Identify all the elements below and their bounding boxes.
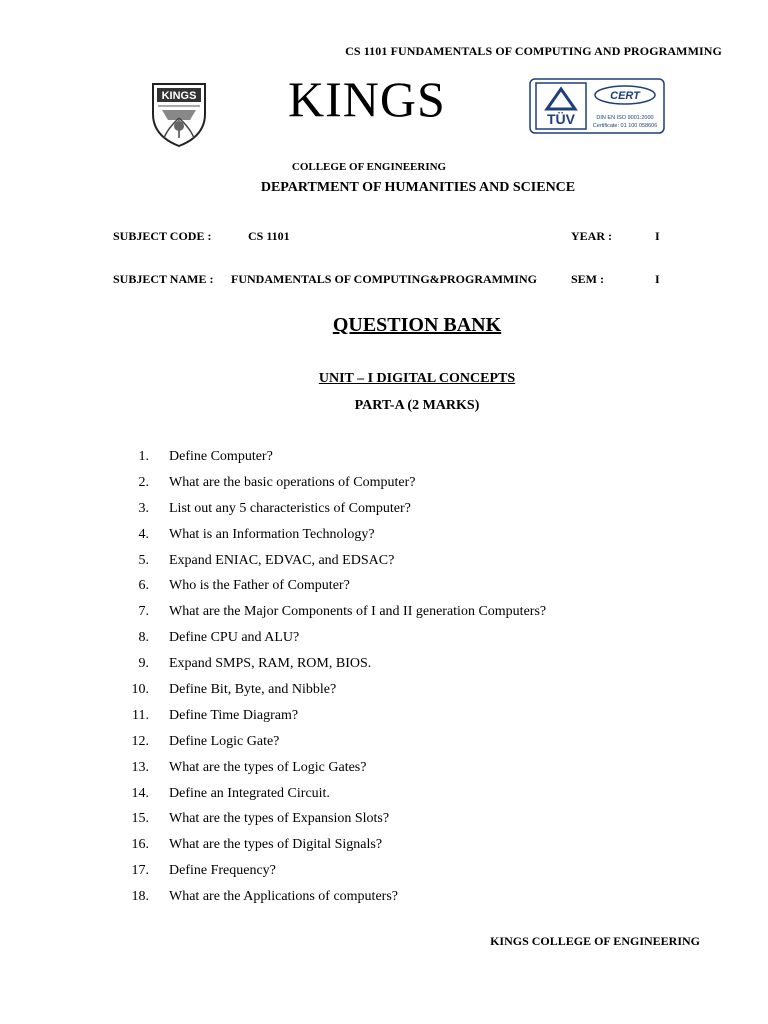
question-number: 2. xyxy=(138,474,149,490)
subject-code-label: SUBJECT CODE : xyxy=(113,229,212,243)
kings-crest-logo xyxy=(150,80,208,148)
question-number: 4. xyxy=(138,526,149,542)
question-number: 18. xyxy=(131,889,149,905)
question-text: Expand SMPS, RAM, ROM, BIOS. xyxy=(169,656,372,672)
question-item xyxy=(0,527,768,553)
question-item xyxy=(0,501,768,527)
question-item xyxy=(0,708,768,734)
question-text: What are the types of Logic Gates? xyxy=(169,759,367,775)
question-number: 16. xyxy=(131,837,149,853)
tuv-cert-logo xyxy=(529,78,665,134)
question-number: 11. xyxy=(132,707,149,723)
cert-label: CERT xyxy=(610,90,640,102)
question-item xyxy=(0,475,768,501)
question-text: Define Computer? xyxy=(169,449,273,464)
question-item xyxy=(0,811,768,837)
question-number: 3. xyxy=(138,500,149,516)
question-item xyxy=(0,604,768,630)
iso-line: DIN EN ISO 9001:2000 xyxy=(596,115,654,121)
question-item xyxy=(0,734,768,760)
question-text: What are the types of Digital Signals? xyxy=(169,837,383,853)
question-text: Define CPU and ALU? xyxy=(169,630,300,646)
question-text: Expand ENIAC, EDVAC, and EDSAC? xyxy=(169,552,395,568)
sem-value: I xyxy=(655,272,660,286)
subject-name-value: FUNDAMENTALS OF COMPUTING&PROGRAMMING xyxy=(231,272,537,286)
question-number: 12. xyxy=(131,733,149,749)
question-number: 15. xyxy=(131,811,149,827)
crest-text: KINGS xyxy=(161,90,197,102)
question-text: Define Logic Gate? xyxy=(169,733,280,749)
question-text: List out any 5 characteristics of Computer? xyxy=(169,500,411,516)
department-name: DEPARTMENT OF HUMANITIES AND SCIENCE xyxy=(260,180,576,195)
question-item xyxy=(0,682,768,708)
brand-title: KINGS xyxy=(288,71,446,127)
question-number: 6. xyxy=(138,578,149,594)
subject-name-label: SUBJECT NAME : xyxy=(113,272,214,286)
question-number: 17. xyxy=(131,863,149,879)
part-heading: PART-A (2 MARKS) xyxy=(354,398,480,413)
question-text: What are the types of Expansion Slots? xyxy=(169,811,390,827)
question-text: What is an Information Technology? xyxy=(169,526,375,542)
question-number: 5. xyxy=(138,552,149,568)
question-item xyxy=(0,449,768,475)
subject-code-value: CS 1101 xyxy=(248,229,290,243)
question-item xyxy=(0,786,768,812)
course-header: CS 1101 FUNDAMENTALS OF COMPUTING AND PROGRAMMING xyxy=(345,44,722,58)
question-text: Define an Integrated Circuit. xyxy=(169,785,330,801)
year-label: YEAR : xyxy=(571,229,612,243)
question-number: 7. xyxy=(138,604,149,620)
question-number: 13. xyxy=(131,759,149,775)
question-item xyxy=(0,630,768,656)
year-value: I xyxy=(655,229,660,243)
question-item xyxy=(0,889,768,915)
cert-number: Certificate: 01 100 058606 xyxy=(592,123,658,129)
question-item xyxy=(0,578,768,604)
college-name: COLLEGE OF ENGINEERING xyxy=(291,161,447,173)
question-text: Define Bit, Byte, and Nibble? xyxy=(169,682,337,698)
unit-heading: UNIT – I DIGITAL CONCEPTS xyxy=(318,371,516,386)
question-text: Define Frequency? xyxy=(169,863,276,879)
footer-college: KINGS COLLEGE OF ENGINEERING xyxy=(490,934,700,948)
question-number: 1. xyxy=(138,449,149,464)
question-number: 14. xyxy=(131,785,149,801)
tuv-label: TÜV xyxy=(547,111,575,127)
question-text: What are the basic operations of Computer? xyxy=(169,474,416,490)
question-list xyxy=(0,449,768,915)
question-text: Who is the Father of Computer? xyxy=(169,578,350,594)
question-number: 8. xyxy=(138,630,149,646)
question-text: What are the Major Components of I and II generation Computers? xyxy=(169,604,547,620)
question-text: What are the Applications of computers? xyxy=(169,889,398,905)
question-number: 10. xyxy=(131,682,149,698)
question-item xyxy=(0,863,768,889)
question-item xyxy=(0,837,768,863)
question-item xyxy=(0,553,768,579)
question-text: Define Time Diagram? xyxy=(169,707,299,723)
question-number: 9. xyxy=(138,656,149,672)
question-bank-title: QUESTION BANK xyxy=(332,314,502,336)
question-item xyxy=(0,656,768,682)
sem-label: SEM : xyxy=(571,272,604,286)
question-item xyxy=(0,760,768,786)
